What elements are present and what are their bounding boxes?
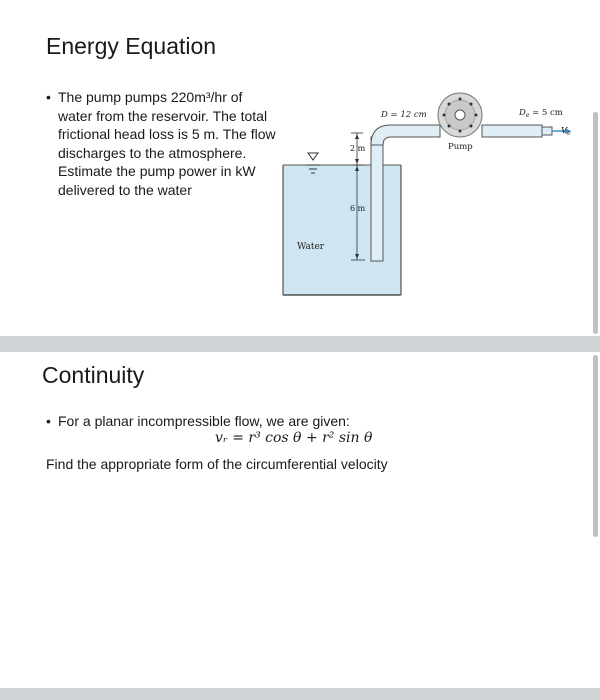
slide-title: Continuity: [42, 362, 145, 388]
slide-continuity: [0, 352, 600, 688]
pump-impeller: [455, 110, 465, 120]
slide-separator: [0, 336, 600, 352]
height-above-label: 2 m: [350, 144, 366, 153]
exit-nozzle: [542, 127, 552, 135]
bullet-dot: •: [46, 89, 51, 105]
scrollbar-thumb[interactable]: [593, 355, 598, 537]
continuity-text: For a planar incompressible flow, we are given:: [58, 413, 350, 429]
continuity-bullet: [46, 412, 350, 431]
slide-energy-equation: [0, 0, 600, 336]
velocity-equation: vᵣ = r³ cos θ + r² sin θ: [215, 430, 373, 446]
vertical-pipe: [371, 137, 383, 261]
pipe-bend: [371, 125, 440, 145]
water-label: Water: [297, 242, 325, 252]
problem-text: The pump pumps 220m³/hr of water from the reservoir. The total frictional head loss is 5 m. The flow discharges to the atmosphere. Estimate the pump power in kW delivered to the water: [58, 89, 276, 198]
exit-pipe: [482, 125, 542, 137]
exit-diameter-label: $D_e = 5$ cm: [519, 108, 563, 119]
pipe-diameter-label: D = 12 cm: [381, 110, 427, 120]
depth-below-label: 6 m: [350, 204, 366, 213]
exit-velocity-label: $V_e$: [561, 126, 571, 137]
pump-label: Pump: [448, 142, 473, 152]
bullet-dot: •: [46, 413, 51, 429]
scrollbar-thumb[interactable]: [593, 112, 598, 334]
slide-separator: [0, 688, 600, 700]
pump-reservoir-diagram: [275, 85, 600, 305]
dimension-arrow-2: [355, 159, 359, 164]
free-surface-symbol: [308, 153, 318, 160]
problem-bullet: [46, 88, 276, 200]
slide-title: Energy Equation: [46, 33, 217, 59]
dimension-arrow-1: [355, 134, 359, 139]
find-statement: Find the appropriate form of the circumferential velocity: [46, 456, 388, 472]
